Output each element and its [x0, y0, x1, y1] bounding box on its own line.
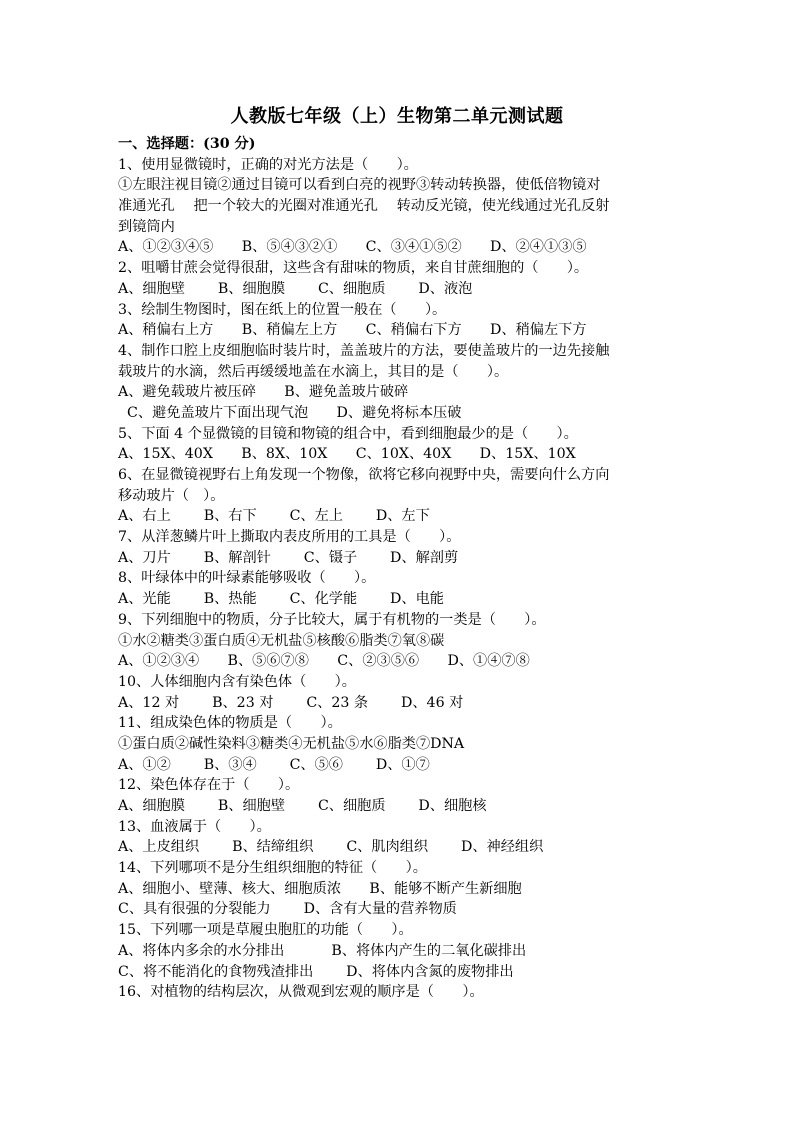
question-text-line: 1、使用显微镜时，正确的对光方法是（ ）。 — [118, 156, 418, 173]
question-text-line: A、①②③④ B、⑤⑥⑦⑧ C、②③⑤⑥ D、①④⑦⑧ — [118, 653, 530, 670]
question-text-line: 移动玻片（ ）。 — [118, 487, 225, 504]
question-text-line: 9、下列细胞中的物质，分子比较大，属于有机物的一类是（ ）。 — [118, 611, 546, 628]
question-text-line: A、稍偏右上方 B、稍偏左上方 C、稍偏右下方 D、稍偏左下方 — [118, 322, 587, 339]
question-text-line: 13、血液属于（ ）。 — [118, 818, 271, 835]
question-text-line: 5、下面 4 个显微镜的目镜和物镜的组合中，看到细胞最少的是（ ）。 — [118, 425, 578, 442]
question-text-line: A、右上 B、右下 C、左上 D、左下 — [118, 508, 430, 525]
question-text-line: A、细胞壁 B、细胞膜 C、细胞质 D、液泡 — [118, 280, 473, 297]
question-text-line: 10、人体细胞内含有染色体（ ）。 — [118, 673, 356, 690]
question-text-line: 4、制作口腔上皮细胞临时装片时，盖盖玻片的方法，要使盖玻片的一边先接触 — [118, 342, 610, 359]
question-text-line: A、①②③④⑤ B、⑤④③②① C、③④①⑤② D、②④①③⑤ — [118, 239, 587, 256]
question-text-line: 6、在显微镜视野右上角发现一个物像，欲将它移向视野中央，需要向什么方向 — [118, 467, 610, 483]
question-text-line: ①蛋白质②碱性染料③糖类④无机盐⑤水⑥脂类⑦DNA — [118, 735, 465, 752]
question-text-line: 到镜筒内 — [118, 218, 175, 235]
question-text-line: 准通光孔 把一个较大的光圈对准通光孔 转动反光镜，使光线通过光孔反射 — [118, 198, 610, 215]
question-text-line: 16、对植物的结构层次，从微观到宏观的顺序是（ ）。 — [118, 984, 484, 1001]
question-text-line: 11、组成染色体的物质是（ ）。 — [118, 715, 342, 732]
question-text-line: A、避免载玻片被压碎 B、避免盖玻片破碎 — [118, 384, 409, 401]
question-text-line: 8、叶绿体中的叶绿素能够吸收（ ）。 — [118, 570, 376, 587]
question-text-line: ①水②糖类③蛋白质④无机盐⑤核酸⑥脂类⑦氧⑧碳 — [118, 632, 445, 649]
question-text-line: A、细胞小、壁薄、核大、细胞质浓 B、能够不断产生新细胞 — [118, 880, 522, 897]
question-text-line: ①左眼注视目镜②通过目镜可以看到白亮的视野③转动转换器，使低倍物镜对 — [118, 177, 601, 194]
question-list — [118, 134, 718, 1003]
question-text-line: 15、下列哪一项是草履虫胞肛的功能（ ）。 — [118, 922, 413, 939]
question-text-line: 7、从洋葱鳞片叶上撕取内表皮所用的工具是（ ）。 — [118, 529, 461, 546]
question-text-line: A、将体内多余的水分排出 B、将体内产生的二氧化碳排出 — [118, 942, 527, 959]
question-text-line: C、避免盖玻片下面出现气泡 D、避免将标本压破 — [118, 404, 462, 421]
question-text-line: A、细胞膜 B、细胞壁 C、细胞质 D、细胞核 — [118, 798, 487, 814]
question-text-line: C、将不能消化的食物残渣排出 D、将体内含氮的废物排出 — [118, 963, 514, 980]
question-text-line: A、①② B、③④ C、⑤⑥ D、①⑦ — [118, 756, 430, 773]
question-text-line: C、具有很强的分裂能力 D、含有大量的营养物质 — [118, 901, 457, 918]
question-text-line: A、光能 B、热能 C、化学能 D、电能 — [118, 591, 444, 608]
question-text-line: 2、咀嚼甘蔗会觉得很甜，这些含有甜味的物质，来自甘蔗细胞的（ ）。 — [118, 260, 589, 277]
question-text-line: 12、染色体存在于（ ）。 — [118, 777, 300, 794]
question-text-line: 14、下列哪项不是分生组织细胞的特征（ ）。 — [118, 860, 427, 877]
question-text-line: A、12 对 B、23 对 C、23 条 D、46 对 — [118, 694, 464, 711]
question-text-line: A、15X、40X B、8X、10X C、10X、40X D、15X、10X — [118, 446, 576, 463]
question-text-line: 载玻片的水滴，然后再缓缓地盖在水滴上，其目的是（ ）。 — [118, 363, 509, 380]
question-text-line: 3、绘制生物图时，图在纸上的位置一般在（ ）。 — [118, 301, 447, 318]
question-text-line: A、上皮组织 B、结缔组织 C、肌肉组织 D、神经组织 — [118, 839, 544, 856]
section-heading: 一、选择题：(30 分) — [118, 136, 256, 152]
question-text-line: A、刀片 B、解剖针 C、镊子 D、解剖剪 — [118, 549, 459, 566]
page-title: 人教版七年级（上）生物第二单元测试题 — [230, 106, 564, 127]
